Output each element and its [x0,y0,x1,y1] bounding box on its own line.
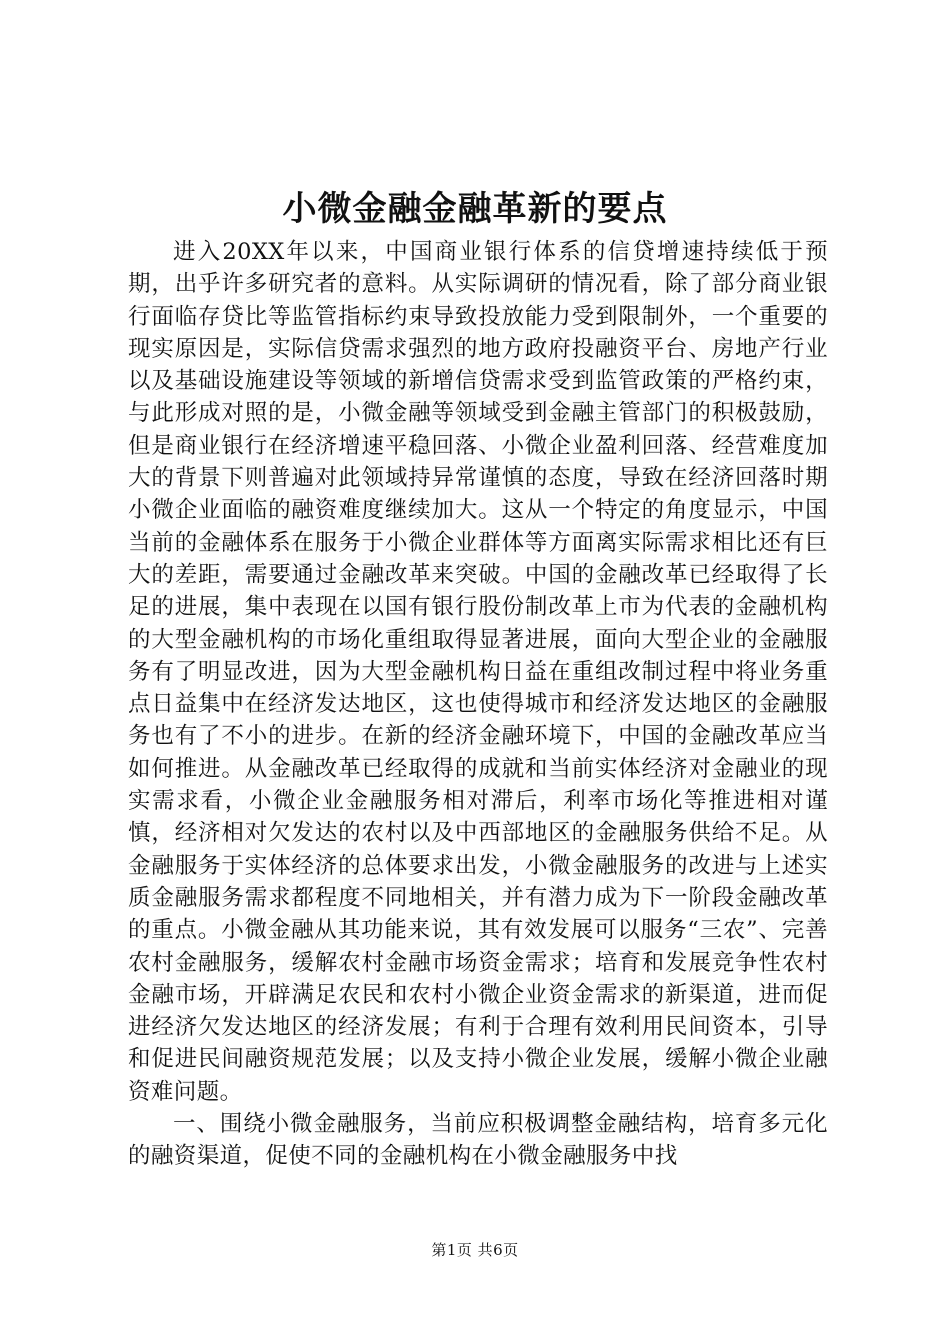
body-paragraph-2: 一、围绕小微金融服务，当前应积极调整金融结构，培育多元化的融资渠道，促使不同的金融机构在小微金融服务中找 [128,1111,828,1170]
document-title: 小微金融金融革新的要点 [282,189,668,229]
body-paragraph-1: 进入20XX年以来，中国商业银行体系的信贷增速持续低于预期，出乎许多研究者的意料。从实际调研的情况看，除了部分商业银行面临存贷比等监管指标约束导致投放能力受到限制外，一个重要的现实原因是，实际信贷需求强烈的地方政府投融资平台、房地产行业以及基础设施建设等领域的新增信贷需求受到监管政策的严格约束，与此形成对照的是，小微金融等领域受到金融主管部门的积极鼓励，但是商业银行在经济增速平稳回落、小微企业盈利回落、经营难度加大的背景下则普遍对此领域持异常谨慎的态度，导致在经济回落时期小微企业面临的融资难度继续加大。这从一个特定的角度显示，中国当前的金融体系在服务于小微企业群体等方面离实际需求相比还有巨大的差距，需要通过金融改革来突破。中国的金融改革已经取得了长足的进展，集中表现在以国有银行股份制改革上市为代表的金融机构的大型金融机构的市场化重组取得显著进展，面向大型企业的金融服务有了明显改进，因为大型金融机构日益在重组改制过程中将业务重点日益集中在经济发达地区，这也使得城市和经济发达地区的金融服务也有了不小的进步。在新的经济金融环境下，中国的金融改革应当如何推进。从金融改革已经取得的成就和当前实体经济对金融业的现实需求看，小微企业金融服务相对滞后，利率市场化等推进相对谨慎，经济相对欠发达的农村以及中西部地区的金融服务供给不足。从金融服务于实体经济的总体要求出发，小微金融服务的改进与上述实质金融服务需求都程度不同地相关，并有潜力成为下一阶段金融改革的重点。小微金融从其功能来说，其有效发展可以服务“三农”、完善农村金融服务，缓解农村金融市场资金需求；培育和发展竞争性农村金融市场，开辟满足农民和农村小微企业资金需求的新渠道，进而促进经济欠发达地区的经济发展；有利于合理有效利用民间资本，引导和促进民间融资规范发展；以及支持小微企业发展，缓解小微企业融资难问题。 [128,239,828,1105]
page-footer: 第1页 共6页 [431,1241,519,1259]
document-body [128,236,828,1173]
